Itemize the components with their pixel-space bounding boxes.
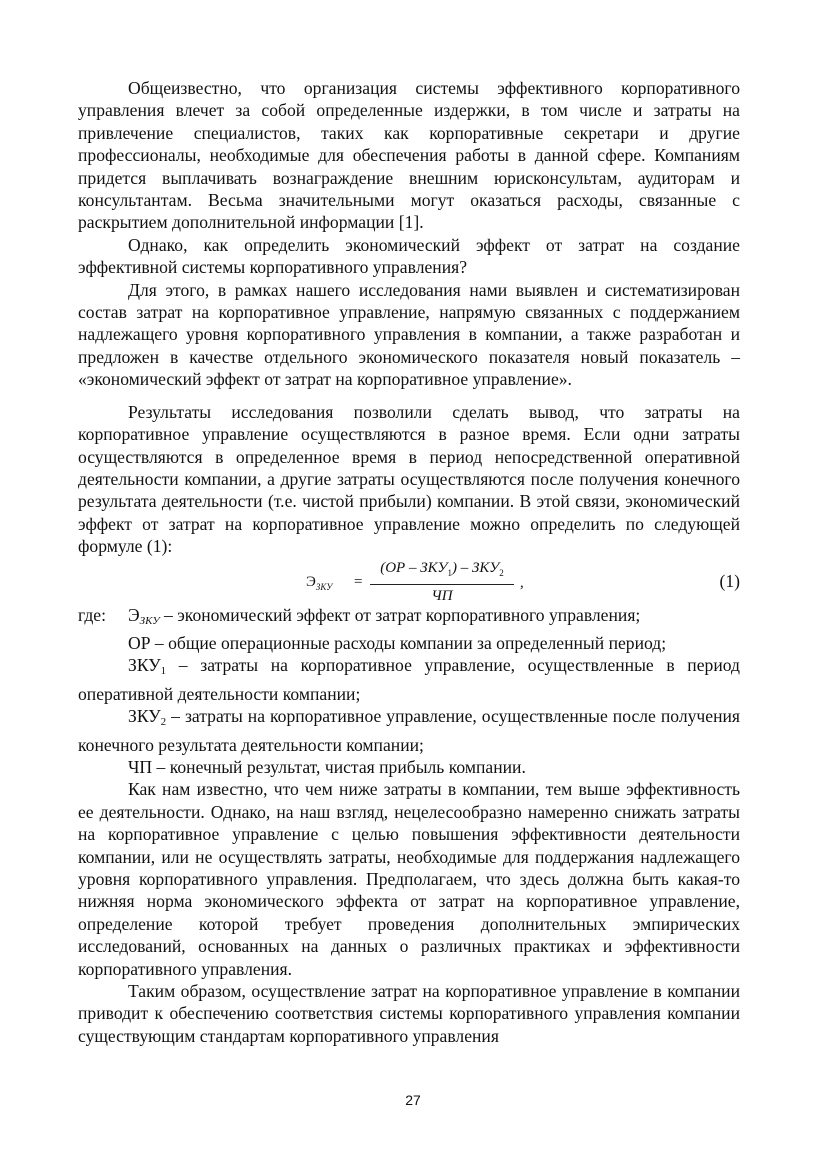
paragraph-discussion: Как нам известно, что чем ниже затраты в компании, тем выше эффективность ее деятельности. Однако, на наш взгляд, нецелесообразно намеренно снижать затраты на корпоративное управление с целью повышения эффективности деятельности компании, или не осуществлять затраты, необходимые для поддержания надлежащего уровня корпоративного управления. Предполагаем, что здесь должна быть какая-то нижняя норма экономического эффекта от затрат на корпоративное управление, определение которой требует проведения дополнительных эмпирических исследований, основанных на данных о различных практиках и эффективности корпоративного управления.	[78, 779, 740, 979]
document-page	[78, 77, 740, 1047]
fraction-bar	[370, 584, 514, 585]
paragraph-intro: Общеизвестно, что организация системы эффективного корпоративного управления влечет за собой определенные издержки, в том числе и затраты на привлечение специалистов, таких как корпоративные секретари и другие профессионалы, необходимые для обеспечения работы в данной сфере. Компаниям придется выплачивать вознаграждение внешним юрисконсультам, аудиторам и консультантам. Весьма значительными могут оказаться расходы, связанные с раскрытием дополнительной информации [1].	[78, 78, 740, 233]
spacer	[78, 391, 740, 401]
definition-zku2: ЗКУ2 – затраты на корпоративное управление, осуществленные после получения конечного результата деятельности компании;	[78, 706, 740, 755]
paragraph-conclusion: Таким образом, осуществление затрат на корпоративное управление в компании приводит к обеспечению соответствия системы корпоративного управления компании существующим стандартам корпоративного управления	[78, 981, 740, 1046]
paragraph-results: Результаты исследования позволили сделать вывод, что затраты на корпоративное управление осуществляются в разное время. Если одни затраты осуществляются в определенное время в период непосредственной оперативной деятельности компании, а другие затраты осуществляются после получения конечного результата деятельности (т.е. чистой прибыли) компании. В этой связи, экономический эффект от затрат на корпоративное управление можно определить по следующей формуле (1):	[78, 401, 740, 557]
definition-effect: где: ЭЗКУ – экономический эффект от затрат корпоративного управления;	[78, 604, 641, 627]
formula-number: (1)	[719, 570, 740, 591]
definition-zku1: ЗКУ1 – затраты на корпоративное управление, осуществленные в период оперативной деятельности компании;	[78, 655, 740, 704]
formula-comma: ,	[520, 574, 524, 591]
paragraph-method: Для этого, в рамках нашего исследования нами выявлен и систематизирован состав затрат на корпоративное управление, напрямую связанных с поддержанием надлежащего уровня корпоративного управления в компании, а также разработан и предложен в качестве отдельного экономического показателя новый показатель – «экономический эффект от затрат на корпоративное управление».	[78, 279, 740, 390]
formula-equals: =	[354, 573, 363, 590]
paragraph-question: Однако, как определить экономический эффект от затрат на создание эффективной системы корпоративного управления?	[78, 234, 740, 278]
formula-denominator: ЧП	[431, 587, 453, 604]
definition-op: ОР – общие операционные расходы компании за определенный период;	[128, 632, 667, 653]
formula-fraction	[370, 558, 514, 606]
formula-1	[78, 558, 740, 604]
formula-numerator: $(ОР - ЗКУ_1) - ЗКУ_2$	[380, 559, 504, 578]
formula-lhs: $Э_{ЗКУ}$	[306, 573, 333, 592]
definition-chp: ЧП – конечный результат, чистая прибыль компании.	[128, 756, 526, 777]
page-number: 27	[405, 1092, 421, 1108]
